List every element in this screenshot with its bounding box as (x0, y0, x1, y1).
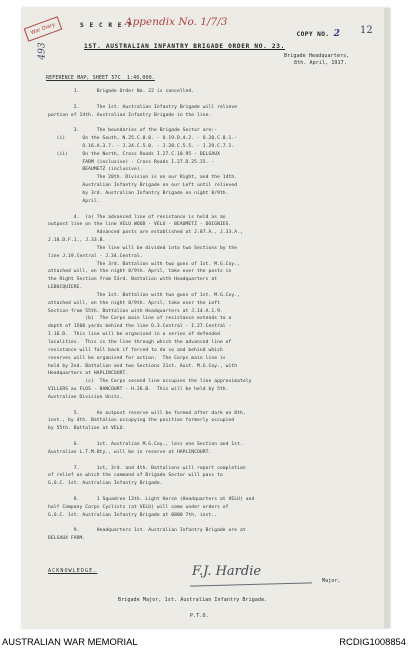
order-line: The 3rd. Battalion with two guns of 1st. M.G.Coy., (48, 261, 240, 267)
order-line: 2. The 1st. Australian Infantry Brigade will relieve (48, 104, 238, 110)
order-line: 7. 1st, 3rd. and 4th. Battalions will report completion (48, 465, 246, 471)
order-line: by 55th. Battalion at VELU. (48, 426, 126, 432)
footer-record-id: RCDIG1008854 (339, 636, 406, 647)
order-line: 6. 1st. Australian M.G.Coy., less one Section and 1st. (48, 441, 243, 447)
order-line: resistance will fall back if forced to do so and behind which (48, 347, 223, 353)
signatory-rank: Major, (322, 578, 341, 584)
page-number: 12 (360, 25, 373, 36)
order-line (48, 489, 378, 497)
secret-heading: S E C R E T. (80, 22, 137, 29)
page-edge (384, 8, 390, 628)
order-line: J.18.D.F.1., J.33.B. (48, 238, 106, 244)
margin-number: 493 (37, 42, 48, 60)
order-line: of relief on which the command of Brigade Sector will pass to (48, 473, 223, 479)
war-diary-label: War Diary (29, 21, 57, 37)
order-line: inst., by 4th. Battalion occupying the position formerly occupied (48, 418, 235, 424)
order-line: Headquarters at HAPLINCOURT. (48, 371, 129, 377)
copy-number-label (280, 22, 340, 46)
signatory-line: Brigade Major, 1st. Australian Infantry Brigade. (118, 597, 268, 603)
order-line: The 20th. Division is on our Right, and the 14th. (48, 175, 238, 181)
order-line: Australian Infantry Brigade on our Left until relieved (48, 183, 238, 189)
order-line: 8. 1 Squadron 13th. Light Horse (Headquarters at VELU) and (48, 496, 255, 502)
document-page (22, 8, 390, 628)
order-line: Australian Division Units. (48, 394, 123, 400)
order-line: Australian L.T.M.Bty., will be in reserve at HAPLINCOURT. (48, 449, 212, 455)
pto: P.T.O. (190, 613, 209, 619)
order-line: depth of 1500 yards behind the line O.3.Central - I.27.Central - (48, 324, 232, 330)
order-line: G.O.C. 1st. Australian Infantry Brigade at 0800 7th. inst.. (48, 512, 218, 518)
order-line: held by 2nd. Battalion and two Sections 21st. Aust. M.G.Coy., with (48, 363, 238, 369)
order-line: BEAUMETZ (inclusive). (48, 167, 143, 173)
order-line: the Right Section from 53rd. Battalion with Headquarters at (48, 277, 218, 283)
order-line: I.16.D. This line will be organised in a series of defended (48, 332, 220, 338)
order-line: The 1st. Battalion with two guns of 1st. M.G.Coy., (48, 292, 240, 298)
order-line (48, 207, 378, 215)
order-line: 5. An outpost reserve will be formed after dark on 8th. (48, 410, 246, 416)
acknowledge: ACKNOWLEDGE. (48, 568, 98, 574)
order-line: April. (48, 198, 100, 204)
order-line: (ii) On the North, Cross Roads I.27.C.10.95 - DELSAUX (48, 151, 220, 157)
order-line: line J.19.Central - J.34.Central. (48, 253, 143, 259)
order-line: LEBUCQUIERE. (48, 285, 83, 291)
order-line: 9. Headquarters 1st. Australian Infantry Brigade are at (48, 528, 246, 534)
war-diary-stamp (24, 16, 63, 41)
appendix-annotation: Appendix No. 1/7/3 (125, 16, 228, 28)
order-line: 1. Brigade Order No. 22 is cancelled. (48, 89, 195, 94)
order-line: 3. The boundaries of the Brigade Sector are:- (48, 128, 218, 134)
hq-location: Brigade Headquarters, (284, 53, 350, 59)
order-line: portion of 14th. Australian Infantry Brigade in the line. (48, 112, 212, 118)
copy-no-text: COPY NO. (296, 31, 334, 38)
order-line: by 3rd. Australian Infantry Brigade on night 8/9th. (48, 190, 229, 196)
order-line: Advanced posts are established at J.87.A., J.33.A., (48, 230, 243, 236)
order-line: The line will be divided into two Sections by the (48, 245, 238, 251)
order-line (48, 434, 378, 442)
order-line: O.16.A.3.7. - J.34.C.5.0. - J.28.C.5.5. - J.29.C.7.1. (48, 143, 235, 149)
order-line: (b) The Corps main line of resistance extends to a (48, 316, 232, 322)
order-line: localities. This is the line through which the advanced line of (48, 340, 232, 345)
copy-no-value: 2 (333, 29, 341, 39)
order-body (48, 89, 378, 544)
order-line: half Company Corps Cyclists (at VELU) will come under orders of (48, 504, 229, 510)
order-line: reserves will be organised for action. The Corps main line is (48, 355, 226, 361)
document-title: 1ST. AUSTRALIAN INFANTRY BRIGADE ORDER NO. 23. (84, 43, 285, 50)
reference-map: REFERENCE MAP, SHEET 57C 1:40,000. (46, 75, 155, 81)
signature-underline (190, 582, 312, 586)
order-line: (i) On the South, N.25.C.0.0. - O.19.D.4.2. - O.20.C.8.1.- (48, 136, 238, 142)
order-line: FARM (inclusive) - Cross Roads I.27.D.25.15. - (48, 159, 215, 165)
signature: F.J. Hardie (192, 564, 262, 579)
order-line: VILLERS au FLOS - BANCOURT - H.26.B. This will be held by 5th. (48, 387, 229, 393)
order-line: G.O.C. 1st. Australian Infantry Brigade. (48, 481, 163, 487)
order-line: (c) The Corps second line occupies the line approximately (48, 379, 252, 385)
order-line: attached will, on the night 8/9th. April, take over the Left (48, 300, 220, 306)
order-line: outpost line on the line VELU WOOD - VELU - BEAUMETZ - DOIGNIES. (48, 222, 232, 228)
order-line: DELSAUX FARM. (48, 536, 86, 542)
order-line: attached will, on the night 8/9th. April, take over the posts in (48, 269, 232, 275)
order-line: Section from 55th. Battalion with Headquarters at J.14.A.1.9. (48, 308, 223, 314)
order-line (48, 458, 378, 466)
footer-archive-name: AUSTRALIAN WAR MEMORIAL (2, 636, 138, 647)
document-date: 8th. April, 1917. (294, 60, 347, 66)
order-line (48, 97, 378, 105)
order-line (48, 403, 378, 411)
order-line: 4. (a) The advanced line of resistance is held as an (48, 214, 226, 220)
